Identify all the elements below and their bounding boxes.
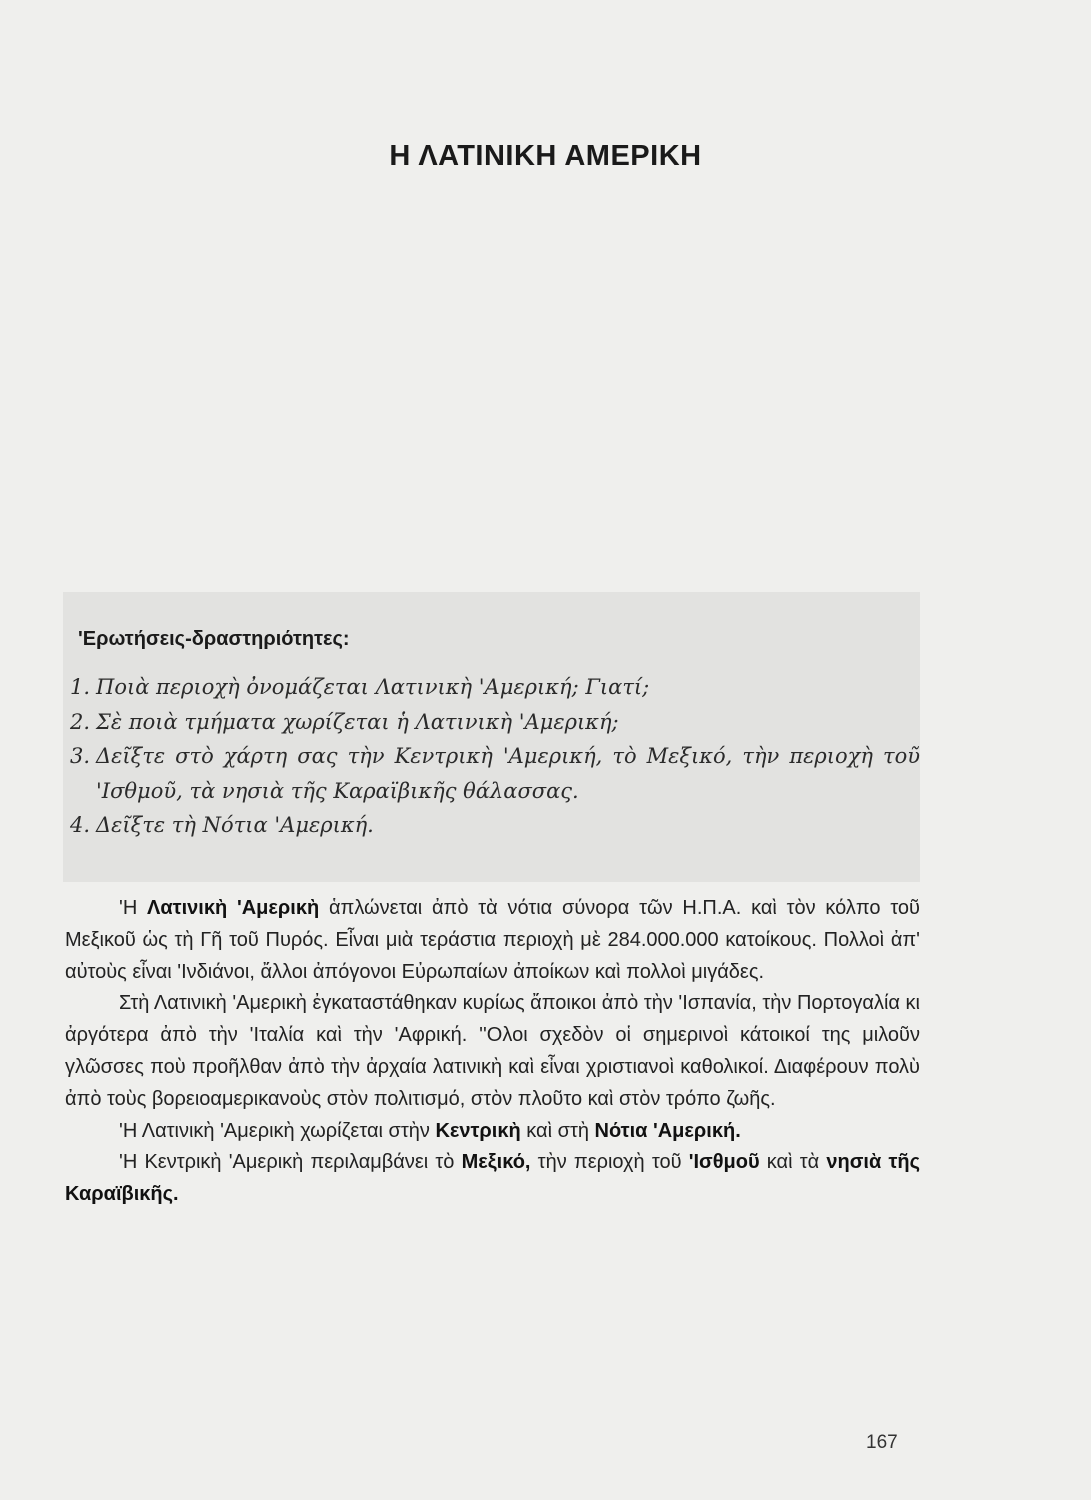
bold-term: Λατινικὴ 'Αμερικὴ: [147, 897, 320, 919]
text-run: 'Η: [119, 897, 148, 919]
body-text: [65, 893, 920, 1211]
question-number: 3.: [70, 744, 91, 768]
question-text: Δεῖξτε τὴ Νότια 'Αμερική.: [96, 813, 374, 837]
question-item: [70, 739, 920, 808]
question-text: Σὲ ποιὰ τμήματα χωρίζεται ἡ Λατινικὴ 'Αμερική;: [96, 709, 619, 734]
text-run: τὴν περιοχὴ τοῦ: [530, 1151, 689, 1174]
text-run: 'Η Κεντρικὴ 'Αμερικὴ περιλαμβάνει τὸ: [119, 1151, 462, 1174]
text-run: καὶ στὴ: [520, 1119, 595, 1142]
text-run: 'Η Λατινικὴ 'Αμερικὴ χωρίζεται στὴν: [119, 1119, 436, 1142]
question-item: [70, 705, 920, 740]
bold-term: Μεξικό,: [461, 1151, 531, 1174]
question-number: 2.: [70, 709, 91, 734]
activities-heading: 'Ερωτήσεις-δραστηριότητες:: [78, 628, 350, 650]
questions-list: [70, 670, 920, 843]
text-run: Στὴ Λατινικὴ 'Αμερικὴ ἐγκαταστάθηκαν κυρίως ἄποικοι ἀπὸ τὴν 'Ισπανία, τὴν Πορτογαλία κι ἀργότερα ἀπὸ τὴν 'Ιταλία καὶ τὴν 'Αφρική. ''Ολοι σχεδὸν οἱ σημερινοὶ κάτοικοί της μιλοῦν γλῶσσες ποὺ προῆλθαν ἀπὸ τὴν ἀρχαία λατινικὴ καὶ εἶναι χριστιανοὶ καθολικοί. Διαφέρουν πολὺ ἀπὸ τοὺς βορειοαμερικανοὺς στὸν πολιτισμό, στὸν πλοῦτο καὶ στὸν τρόπο ζωῆς.: [65, 992, 920, 1110]
paragraph: [65, 988, 920, 1115]
question-number: 4.: [70, 813, 91, 837]
text-run: καὶ τὰ: [759, 1151, 827, 1174]
question-text: Ποιὰ περιοχὴ ὀνομάζεται Λατινικὴ 'Αμερική; Γιατί;: [96, 675, 650, 699]
page-number: 167: [866, 1432, 898, 1453]
question-item: [70, 670, 920, 705]
page-title: Η ΛΑΤΙΝΙΚΗ ΑΜΕΡΙΚΗ: [389, 140, 702, 172]
bold-term: νησιὰ τῆς Καραϊβικῆς.: [65, 1151, 921, 1206]
text-run: ἁπλώνεται ἀπὸ τὰ νότια σύνορα τῶν Η.Π.Α. καὶ τὸν κόλπο τοῦ Μεξικοῦ ὡς τὴ Γῆ τοῦ Πυρός. Εἶναι μιὰ τεράστια περιοχὴ μὲ 284.000.000 κατοίκους. Πολλοὶ ἀπ' αὐτοὺς εἶναι 'Ινδιάνοι, ἄλλοι ἀπόγονοι Εὐρωπαίων ἀποίκων καὶ πολλοὶ μιγάδες.: [65, 897, 920, 983]
bold-term: 'Ισθμοῦ: [688, 1151, 760, 1174]
bold-term: Κεντρικὴ: [435, 1119, 521, 1142]
paragraph: [65, 1116, 920, 1148]
question-text: Δεῖξτε στὸ χάρτη σας τὴν Κεντρικὴ 'Αμερική, τὸ Μεξικό, τὴν περιοχὴ τοῦ 'Ισθμοῦ, τὰ νησιὰ τῆς Καραϊβικῆς θάλασσας.: [96, 744, 920, 803]
paragraph: [65, 1147, 920, 1211]
question-item: [70, 808, 920, 843]
bold-term: Νότια 'Αμερική.: [594, 1119, 741, 1142]
paragraph: [65, 893, 920, 988]
question-number: 1.: [70, 675, 91, 699]
